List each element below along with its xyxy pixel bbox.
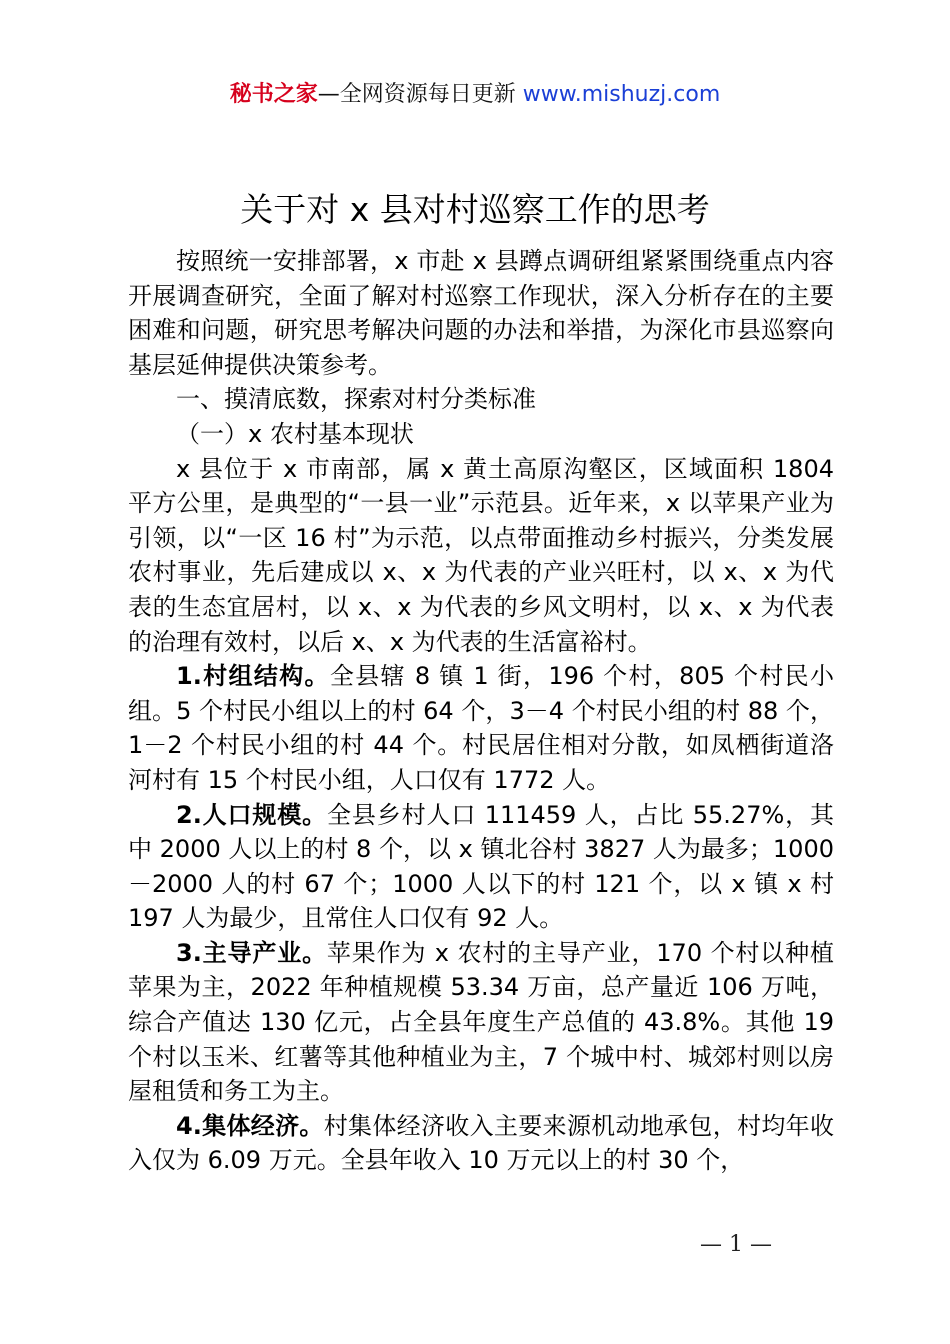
overview-paragraph: x 县位于 x 市南部，属 x 黄土高原沟壑区，区域面积 1804 平方公里，是典型的“一县一业”示范县。近年来，x 以苹果产业为引领，以“一区 16 村”为示范，以点带面推动乡村振兴，分类发展农村事业，先后建成以 x、x 为代表的产业兴旺村，以 x、x 为代表的生态宜居村，以 x、x 为代表的乡风文明村，以 x、x 为代表的治理有效村，以后 x、x 为代表的生活富裕村。: [128, 454, 834, 656]
document-title: 关于对 x 县对村巡察工作的思考: [240, 190, 710, 229]
site-brand: 秘书之家: [229, 82, 318, 107]
site-tagline: —全网资源每日更新: [317, 82, 523, 107]
section-heading: 一、摸清底数，探索对村分类标准: [176, 385, 536, 414]
population-text: 全县乡村人口 111459 人，占比 55.27%，其中 2000 人以上的村 8 个，以 x 镇北谷村 3827 人为最多；1000－2000 人的村 67 个；1000 人以下的村 121 个，以 x 镇 x 村 197 人为最少，且常住人口仅有 92 人。: [128, 800, 834, 933]
collective-economy-text: 村集体经济收入主要来源机动地承包，村均年收入仅为 6.09 万元。全县年收入 10 万元以上的村 30 个，: [128, 1111, 834, 1175]
collective-economy-paragraph: [128, 1109, 834, 1178]
collective-economy-heading: 4.集体经济。: [176, 1111, 324, 1140]
population-heading: 2.人口规模。: [176, 800, 328, 829]
village-structure-text: 全县辖 8 镇 1 街，196 个村，805 个村民小组。5 个村民小组以上的村 64 个，3－4 个村民小组的村 88 个，1－2 个村民小组的村 44 个。村民居住相对分散，如凤栖街道洛河村有 15 个村民小组，人口仅有 1772 人。: [128, 662, 834, 794]
population-paragraph: [128, 798, 834, 936]
village-structure-paragraph: [128, 659, 834, 797]
intro-paragraph: 按照统一安排部署，x 市赴 x 县蹲点调研组紧紧围绕重点内容开展调查研究，全面了解对村巡察工作现状，深入分析存在的主要困难和问题，研究思考解决问题的办法和举措，为深化市县巡察向基层延伸提供决策参考。: [128, 247, 834, 379]
subsection-heading: （一）x 农村基本现状: [176, 419, 414, 448]
document-body: [128, 244, 834, 1178]
industry-text: 苹果作为 x 农村的主导产业，170 个村以种植苹果为主，2022 年种植规模 53.34 万亩，总产量近 106 万吨，综合产值达 130 亿元，占全县年度生产总值的 43.8%。其他 19 个村以玉米、红薯等其他种植业为主，7 个城中村、城郊村则以房屋租赁和务工为主。: [128, 938, 834, 1106]
site-url-link[interactable]: www.mishuzj.com: [522, 82, 721, 107]
site-header: [0, 80, 950, 110]
industry-paragraph: [128, 936, 834, 1109]
page-number: — 1 —: [700, 1232, 772, 1257]
village-structure-heading: 1.村组结构。: [176, 662, 330, 691]
industry-heading: 3.主导产业。: [176, 938, 327, 967]
